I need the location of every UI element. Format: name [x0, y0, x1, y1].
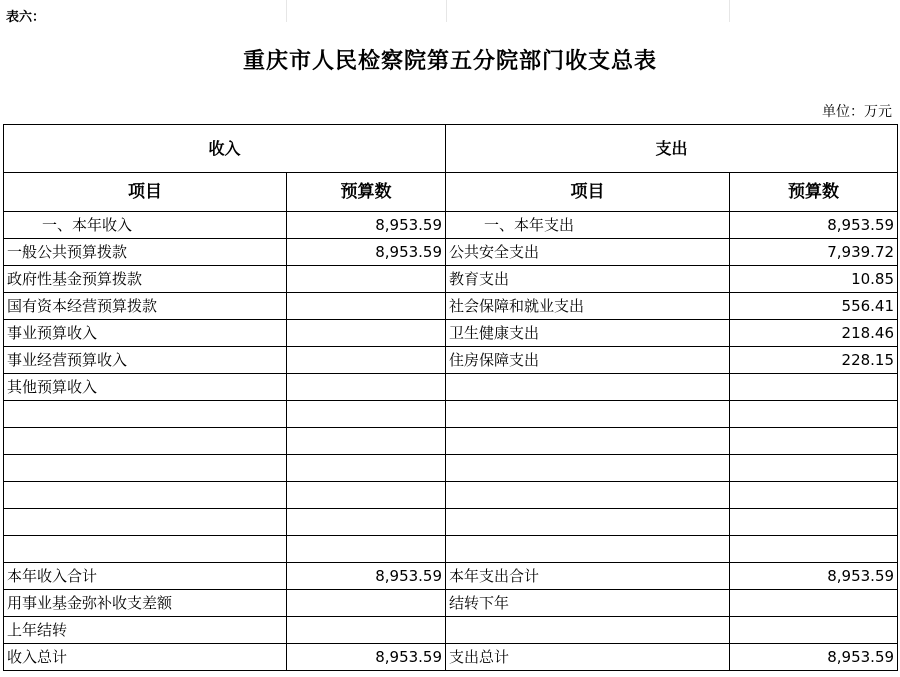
expense-value-cell: 8,953.59 [730, 563, 898, 590]
income-budget-header: 预算数 [287, 173, 446, 212]
income-item-cell: 国有资本经营预算拨款 [4, 293, 287, 320]
income-value-cell [287, 266, 446, 293]
table-row [4, 320, 898, 347]
expense-value-cell [730, 401, 898, 428]
expense-item-cell: 结转下年 [446, 590, 730, 617]
table-row [4, 401, 898, 428]
top-gridline-2 [446, 0, 447, 22]
expense-item-cell [446, 428, 730, 455]
table-row [4, 266, 898, 293]
income-item-header: 项目 [4, 173, 287, 212]
table-row [4, 617, 898, 644]
budget-table [3, 124, 898, 671]
expense-item-cell [446, 374, 730, 401]
expense-item-cell: 支出总计 [446, 644, 730, 671]
expense-item-cell: 卫生健康支出 [446, 320, 730, 347]
income-item-cell [4, 509, 287, 536]
expense-header: 支出 [446, 125, 898, 173]
income-value-cell [287, 509, 446, 536]
expense-item-cell: 一、本年支出 [446, 212, 730, 239]
income-item-cell: 事业预算收入 [4, 320, 287, 347]
table-row [4, 536, 898, 563]
income-item-cell [4, 401, 287, 428]
expense-item-cell [446, 509, 730, 536]
expense-value-cell: 218.46 [730, 320, 898, 347]
expense-item-header: 项目 [446, 173, 730, 212]
income-item-cell: 上年结转 [4, 617, 287, 644]
table-row [4, 347, 898, 374]
expense-item-cell [446, 482, 730, 509]
expense-item-cell [446, 536, 730, 563]
expense-item-cell: 社会保障和就业支出 [446, 293, 730, 320]
income-value-cell [287, 428, 446, 455]
expense-value-cell: 10.85 [730, 266, 898, 293]
table-row [4, 644, 898, 671]
income-value-cell [287, 617, 446, 644]
income-value-cell [287, 347, 446, 374]
expense-item-cell: 公共安全支出 [446, 239, 730, 266]
income-value-cell [287, 482, 446, 509]
income-item-cell [4, 428, 287, 455]
top-gridline-1 [286, 0, 287, 22]
expense-value-cell [730, 455, 898, 482]
expense-value-cell: 228.15 [730, 347, 898, 374]
expense-value-cell [730, 428, 898, 455]
table-row [4, 212, 898, 239]
income-item-cell: 一、本年收入 [4, 212, 287, 239]
table-row [4, 509, 898, 536]
income-item-cell: 收入总计 [4, 644, 287, 671]
expense-value-cell: 7,939.72 [730, 239, 898, 266]
income-value-cell: 8,953.59 [287, 212, 446, 239]
income-item-cell [4, 536, 287, 563]
income-item-cell: 事业经营预算收入 [4, 347, 287, 374]
income-item-cell: 一般公共预算拨款 [4, 239, 287, 266]
expense-value-cell [730, 509, 898, 536]
table-label: 表六： [6, 10, 46, 25]
page-title: 重庆市人民检察院第五分院部门收支总表 [242, 48, 657, 74]
income-item-cell [4, 482, 287, 509]
expense-value-cell: 556.41 [730, 293, 898, 320]
expense-value-cell: 8,953.59 [730, 212, 898, 239]
expense-item-cell: 住房保障支出 [446, 347, 730, 374]
income-value-cell [287, 455, 446, 482]
table-row [4, 374, 898, 401]
income-value-cell: 8,953.59 [287, 563, 446, 590]
income-item-cell: 政府性基金预算拨款 [4, 266, 287, 293]
income-value-cell [287, 320, 446, 347]
expense-item-cell [446, 455, 730, 482]
income-item-cell: 其他预算收入 [4, 374, 287, 401]
income-item-cell: 用事业基金弥补收支差额 [4, 590, 287, 617]
income-value-cell [287, 590, 446, 617]
income-value-cell [287, 293, 446, 320]
expense-value-cell: 8,953.59 [730, 644, 898, 671]
expense-value-cell [730, 374, 898, 401]
table-row [4, 482, 898, 509]
top-gridline-3 [729, 0, 730, 22]
income-value-cell [287, 401, 446, 428]
table-row [4, 293, 898, 320]
expense-budget-header: 预算数 [730, 173, 898, 212]
income-value-cell: 8,953.59 [287, 644, 446, 671]
income-value-cell [287, 374, 446, 401]
table-row [4, 428, 898, 455]
income-value-cell [287, 536, 446, 563]
column-header-row [4, 173, 898, 212]
table-row [4, 455, 898, 482]
expense-item-cell [446, 401, 730, 428]
income-header: 收入 [4, 125, 446, 173]
income-value-cell: 8,953.59 [287, 239, 446, 266]
table-row [4, 590, 898, 617]
expense-item-cell: 教育支出 [446, 266, 730, 293]
table-row [4, 239, 898, 266]
unit-label: 单位：万元 [822, 104, 892, 120]
expense-value-cell [730, 617, 898, 644]
expense-value-cell [730, 590, 898, 617]
table-row [4, 563, 898, 590]
income-item-cell [4, 455, 287, 482]
expense-value-cell [730, 536, 898, 563]
expense-value-cell [730, 482, 898, 509]
expense-item-cell [446, 617, 730, 644]
expense-item-cell: 本年支出合计 [446, 563, 730, 590]
income-item-cell: 本年收入合计 [4, 563, 287, 590]
section-header-row [4, 125, 898, 173]
